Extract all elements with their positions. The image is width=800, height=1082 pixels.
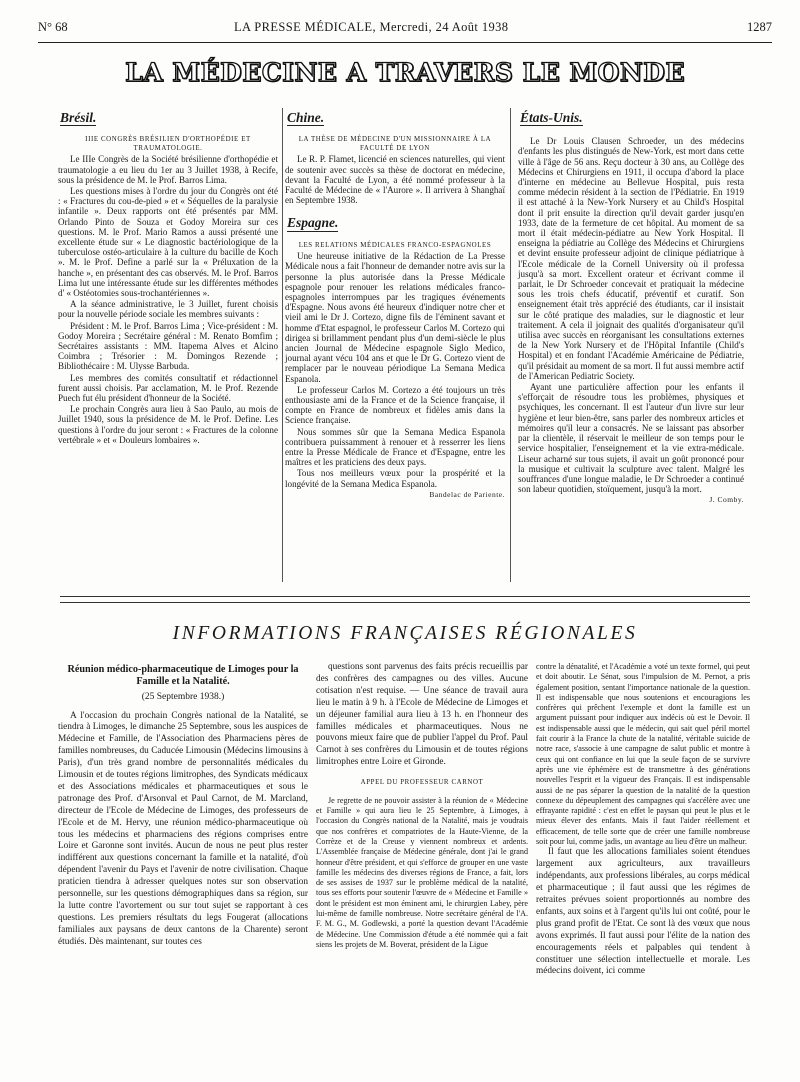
column-etats-unis bbox=[518, 110, 744, 507]
divider-rule bbox=[60, 596, 750, 597]
paragraph: A la séance administrative, le 3 Juillet, furent choisis pour la nouvelle période sociale les membres suivants : bbox=[58, 299, 278, 320]
article-subtitle: IIIE CONGRÈS BRÉSILIEN D'ORTHOPÉDIE ET TRAUMATOLOGIE. bbox=[85, 136, 251, 152]
page-number: 1287 bbox=[747, 20, 772, 34]
signature: Bandelac de Pariente. bbox=[429, 489, 505, 499]
paragraph: Le prochain Congrès aura lieu à Sao Paulo, au mois de Juillet 1940, sous la présidence de M. le Prof. Define. Les questions à l'ordre du jour seront : « Fractures de la colonne vertébrale » et « Douleurs lombaires ». bbox=[58, 404, 278, 445]
signature: J. Comby. bbox=[709, 495, 744, 505]
header-rule bbox=[38, 42, 772, 43]
article-subtitle: LA THÈSE DE MÉDECINE D'UN MISSIONNAIRE À LA FACULTÉ DE LYON bbox=[298, 136, 492, 152]
paragraph: Le IIIe Congrès de la Société brésilienne d'orthopédie et traumatologie a eu lieu du 1er au 3 Juillet 1938, à Recife, sous la présidence de M. le Prof. Barros Lima. bbox=[58, 154, 278, 185]
regional-banner: INFORMATIONS FRANÇAISES RÉGIONALES bbox=[172, 623, 638, 644]
column-rule bbox=[510, 108, 511, 582]
section-title-etats-unis: États-Unis. bbox=[520, 110, 583, 125]
limoges-column-1 bbox=[58, 662, 308, 1072]
column-bresil bbox=[58, 110, 278, 446]
article-subtitle: LES RELATIONS MÉDICALES FRANCO-ESPAGNOLES bbox=[298, 241, 492, 249]
limoges-column-3 bbox=[536, 662, 750, 1072]
paragraph: Les questions mises à l'ordre du jour du Congrès ont été : « Fractures du cou-de-pied » et « Séquelles de la paralysie infantile ». Deux rapports ont été présentés par MM. Orlando Pinto de Souza et Godoy Moreira sur ces questions. M. le Prof. Mario Ramos a aussi présenté une excellente étude sur « Le diagnostic bactériologique de la tuberculose ostéo-articulaire à la culture du bacille de Koch ». M. le Prof. Define a parlé sur la « Préluxation de la hanche », en présentant des cas observés. M. le Prof. Barros Lima lut une intéressante étude sur les différentes méthodes d' « Ostéotomies sous-trochantériennes ». bbox=[58, 186, 278, 299]
section-title-espagne: Espagne. bbox=[287, 215, 339, 231]
paragraph: Une heureuse initiative de la Rédaction de La Presse Médicale nous a fait l'honneur de demander notre avis sur la personne la plus autorisée dans la Presse Médicale espagnole pour renouer les relations médicales franco-espagnoles interrompues par les tragiques événements d'Espagne. Nous avons été heureux d'indiquer notre cher et vieil ami le Dr J. Cortezo, digne fils de l'éminent savant et homme d'Etat espagnol, le professeur Carlos M. Cortezo qui dirigea si brillamment pendant plus d'un demi-siècle le plus ancien Journal de Médecine espagnole Siglo Medico, journal ayant vécu 104 ans et que le Dr G. Cortezo vient de remplacer par le nouveau périodique La Semana Medica Espanola. bbox=[285, 251, 505, 384]
paragraph: Je regrette de ne pouvoir assister à la réunion de « Médecine et Famille » qui aura lieu le 25 Septembre, à Limoges, à l'occasion du Congrès national de la Natalité, mais je voudrais que nos confrères et compatriotes de la Haute-Vienne, de la Corrèze et de la Creuse y viennent nombreux et ardents. L'Assemblée française de Médecine générale, dont j'ai le grand honneur d'être président, et qui s'efforce de grouper en une vaste famille les médecins des diverses régions de France, a fait, lors de ses assises de 1937 sur le problème médical de la natalité, tous ses efforts pour soutenir l'œuvre de « Médecine et Famille » dont le président est mon éminent ami, le chirurgien Labey, père lui-même de famille nombreuse. Notre secrétaire général de l'A. F. M. G., M. Godlewski, a porté la question devant l'Académie de Médecine. Une Commission d'étude a été nommée qui a fait siens les projets de M. Boverat, président de la Ligue bbox=[316, 795, 528, 949]
article-date: (25 Septembre 1938.) bbox=[141, 691, 225, 702]
paragraph: Il faut que les allocations familiales soient étendues largement aux agriculteurs, aux travailleurs indépendants, aux professions libérales, au corps médical et pharmaceutique ; il faut aussi que les régimes de retraites prévues soient proportionnés au nombre des enfants, aux soins et à l'argent qu'ils lui ont coûté, pour le plus grand profit de l'Etat. Ce sont là des vœux que nous avons exprimés. Il faut aussi pour l'élite de la nation des encouragements réels et palpables qui tendent à constituer une sélection intellectuelle et morale. Les médecins doivent, ici comme bbox=[536, 847, 750, 977]
column-chine-espagne bbox=[285, 110, 505, 501]
issue-number: N° 68 bbox=[38, 20, 68, 34]
journal-date-line: LA PRESSE MÉDICALE, Mercredi, 24 Août 1938 bbox=[234, 20, 509, 34]
limoges-column-2 bbox=[316, 662, 528, 1072]
paragraph: Le R. P. Flamet, licencié en sciences naturelles, qui vient de soutenir avec succès sa thèse de doctorat en médecine, devant la Faculté de Lyon, a été nommé professeur à la Faculté de Médecine de « l'Aurore ». Il arrivera à Shanghaï en Septembre 1938. bbox=[285, 154, 505, 206]
paragraph: Les membres des comités consultatif et rédactionnel furent aussi choisis. Par acclamation, M. le Prof. Rezende Puech fut élu président d'honneur de la Société. bbox=[58, 372, 278, 404]
paragraph: A l'occasion du prochain Congrès national de la Natalité, se tiendra à Limoges, le dimanche 25 Septembre, sous les auspices de Médecine et Famille, de l'Association des Pharmaciens pères de familles nombreuses, du Caducée Limousin (Médecins limousins à Paris), d'un très grand nombre de personnalités médicales du Limousin et de toutes régions limitrophes, des Syndicats médicaux et des Associations médicales et pharmaceutiques et sous le patronage des Prof. d'Arsonval et Paul Carnot, de M. Marcland, directeur de l'Ecole de Médecine de Limoges, des professeurs de l'Ecole et de M. Hervy, une réunion médico-pharmaceutique où tous les médecins et pharmaciens des régions comprises entre Loire et Garonne sont invités. Aucun de nous ne peut plus rester indifférent aux questions concernant la famille et la natalité, d'où dépendent l'avenir du Pays et l'avenir de notre civilisation. Chaque praticien tiendra à adresser quelques notes sur son observation personnelle, sur les questions démographiques dans sa région, sur la lutte contre l'avortement ou sur tout sujet se rapportant à ces questions. Les premiers résultats du legs Fougerat (allocations familiales aux paysans de deux cantons de la Charente) seront étudiés. Dès maintenant, sur toutes ces bbox=[58, 710, 308, 947]
paragraph: Le Dr Louis Clausen Schroeder, un des médecins d'enfants les plus distingués de New-York, est mort dans cette ville à l'âge de 56 ans. Reçu docteur à 30 ans, au Collège des Médecins et Chirurgiens en 1911, il occupa d'abord la place d'interne en médecine au Bellevue Hospital, puis resta comme médecin résident à la section de l'Pédiatrie. En 1919 il est attaché à la New-York Nursery et au Child's Hospital dont il prit ensuite la direction qu'il devait garder jusqu'en 1933, date de la fermeture de cet hôpital. Au moment de sa mort il était médecin-pédiatre au New York Hospital. Il enseigna la pédiatrie au Collège des Médecins et Chirurgiens et devint ensuite professeur adjoint de clinique pédiatrique à l'Ecole médicale de la Cornell University où il professa jusqu'à sa mort. Excellent orateur et écrivant comme il parlait, le Dr Schroeder concevait et pratiquait la médecine sous les trois chefs éducatif, préventif et curatif. Son enseignement était très apprécié des étudiants, car il insistait sur le côté pratique des maladies, sur le diagnostic et leur traitement. A cela il joignait des qualités d'organisateur qu'il utilisa avec succès en réorganisant les consultations externes de la New York Nursery et de l'Hôpital Infantile (Child's Hospital) et en fondant l'Académie Américaine de Pédiatrie, qu'il présidait au moment de sa mort. Il fut aussi membre actif de l'American Pediatric Society. bbox=[518, 136, 744, 381]
section-title-chine: Chine. bbox=[287, 110, 325, 125]
column-rule bbox=[282, 108, 283, 582]
paragraph: Nous sommes sûr que la Semana Medica Espanola contribuera puissamment à renouer et à resserrer les liens entre la Presse Médicale de France et d'Espagne, entre les maîtres et les praticiens des deux pays. bbox=[285, 426, 505, 468]
paragraph: questions sont parvenus des faits précis recueillis par des confrères des campagnes ou des villes. Aucune cotisation n'est requise. — Une séance de travail aura lieu le matin à 9 h. à l'Ecole de Médecine de Limoges et un déjeuner familial aura lieu à 13 h. en l'honneur des familles médicales et pharmaceutiques. Nous ne pouvons mieux faire que de publier l'appel du Prof. Paul Carnot à ses confrères du Limousin et de toutes régions limitrophes entre Loire et Gironde. bbox=[316, 662, 528, 768]
paragraph: contre la dénatalité, et l'Académie a voté un texte formel, qui peut et doit aboutir. Le Sénat, sous l'impulsion de M. Pernot, a pris également position, sentant l'importance nationale de la question. Il est indispensable que nous soutenions et encouragions les confrères qui prêchent l'exemple et dont la famille est un argument puissant pour indiquer aux indécis où est le Devoir. Il est indispensable aussi que le médecin, qui sait quel péril mortel fait courir à la France la chute de la natalité, véritable suicide de notre race, s'associe à une campagne de salut public et montre à ceux qui ont confiance en lui que la seule façon de se survivre après une vie éphémère est de transmettre à des générations nouvelles l'esprit et la vigueur des Français. Il est indispensable aussi de ne pas séparer la question de la natalité de la question connexe du dépeuplement des campagnes qui s'accélère avec une effrayante rapidité : c'est en effet le paysan qui peut le plus et le mieux élever des enfants. Mais il faut l'aider réellement et efficacement, de telle sorte que de créer une famille nombreuse soit pour lui, comme jadis, un avantage au lieu d'être un malheur. bbox=[536, 662, 750, 847]
article-title: Réunion médico-pharmaceutique de Limoges pour la Famille et la Natalité. bbox=[67, 664, 299, 687]
section-title-bresil: Brésil. bbox=[60, 110, 97, 125]
divider-rule bbox=[60, 602, 750, 603]
paragraph: Président : M. le Prof. Barros Lima ; Vice-président : M. Godoy Moreira ; Secrétaire général : M. Renato Bomfim ; Secrétaires assistants : MM. Itapema Alves et Alcino Coimbra ; Trésorier : M. Domingos Rezende ; Bibliothécaire : M. Ulysse Barbuda. bbox=[58, 320, 278, 372]
paragraph: Ayant une particulière affection pour les enfants il s'efforçait de résoudre tous les problèmes, physiques et psychiques, les concernant. Il est l'auteur d'un livre sur leur hygiène et leur bien-être, sans parler des nombreux articles et mémoires qu'il leur a consacrés. Ne se laissant pas absorber par la clientèle, il réservait le meilleur de son temps pour le service hospitalier, l'enseignement et la vie extra-médicale. Liseur acharné sur tous sujets, il avait un goût prononcé pour la musique et cultivait la sculpture avec talent. Malgré les souffrances d'une longue maladie, le Dr Schroeder a continué son labeur quotidien, stoïquement, jusqu'à la mort. bbox=[518, 382, 744, 495]
running-header bbox=[38, 14, 772, 40]
paragraph: Le professeur Carlos M. Cortezo a été toujours un très enthousiaste ami de la France et de la Science française, il compte en France de nombreux et fidèles amis dans la Science française. bbox=[285, 384, 505, 426]
section-banner: LA MÉDECINE A TRAVERS LE MONDE bbox=[125, 58, 685, 87]
paragraph: Tous nos meilleurs vœux pour la prospérité et la longévité de la Semana Medica Espanola. bbox=[285, 468, 505, 489]
appel-title: APPEL DU PROFESSEUR CARNOT bbox=[360, 779, 484, 787]
